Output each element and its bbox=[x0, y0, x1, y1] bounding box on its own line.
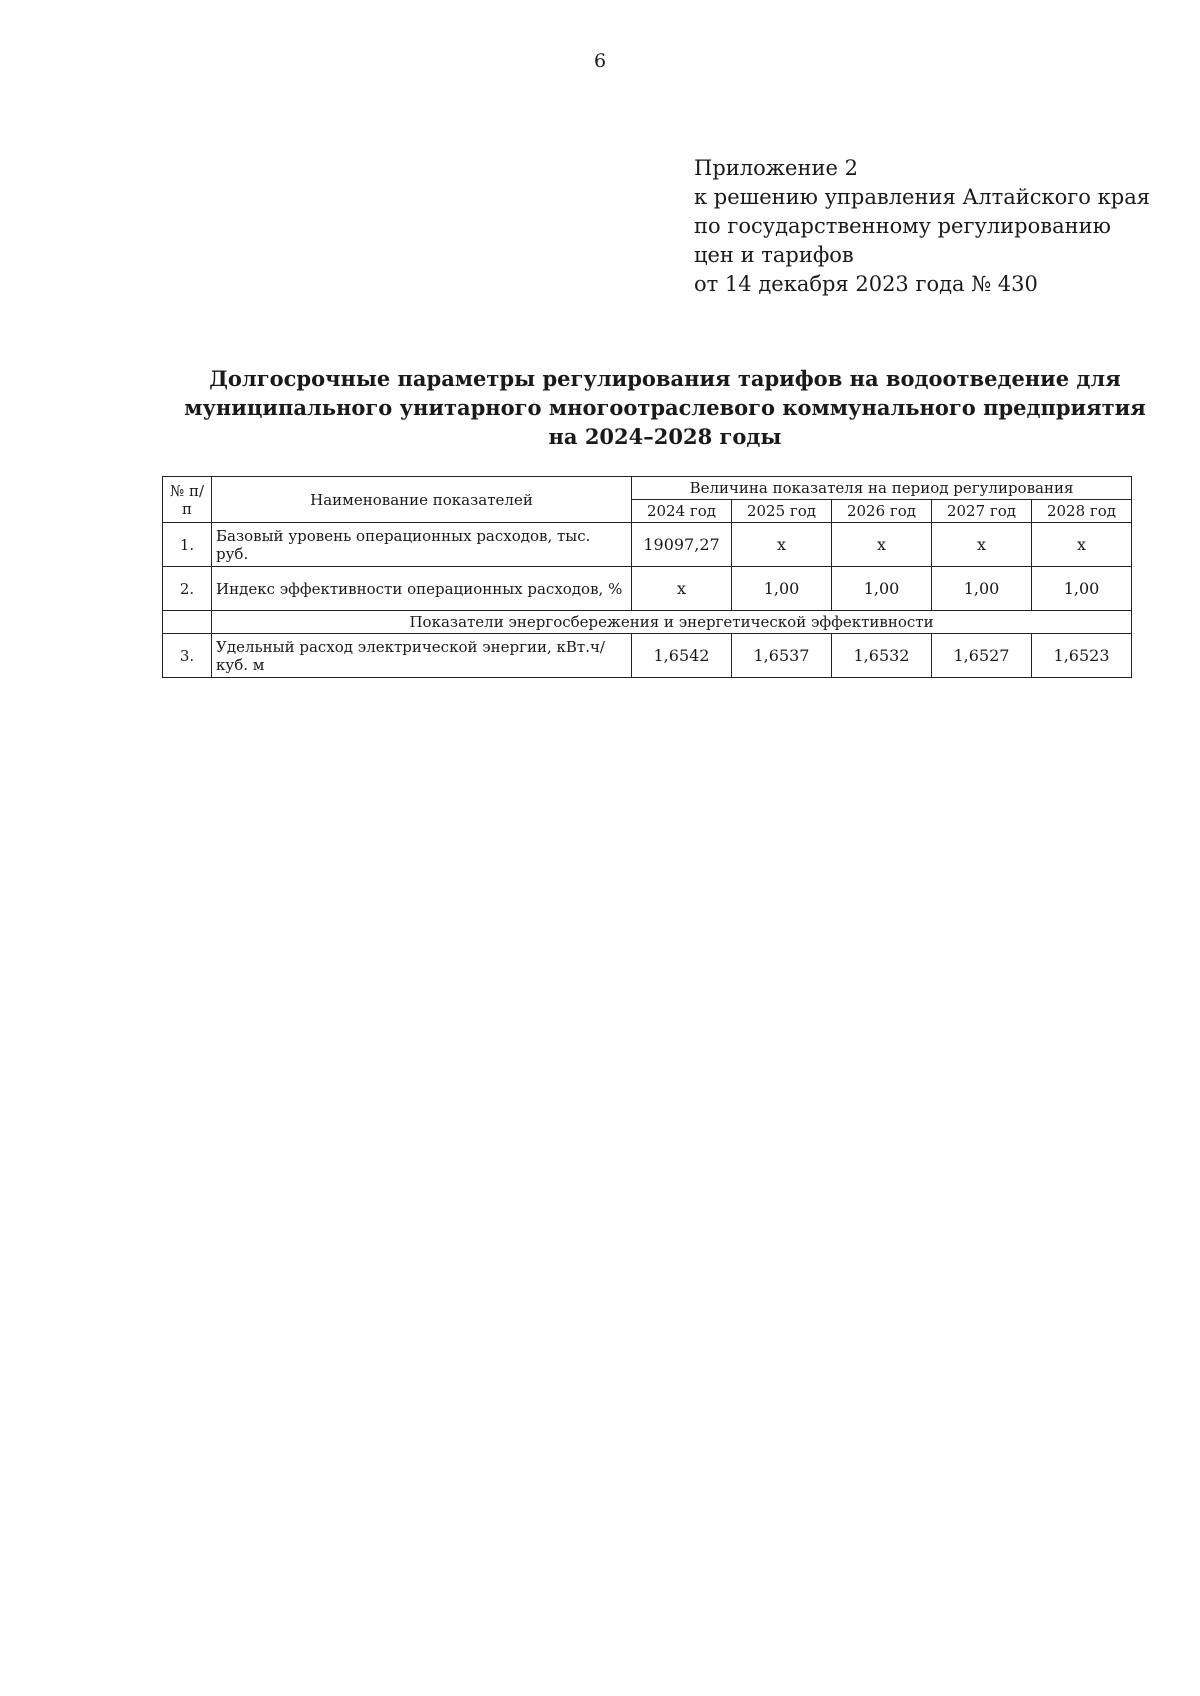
header-year: 2027 год bbox=[932, 500, 1032, 523]
section-spacer bbox=[163, 611, 212, 634]
row-value: 1,00 bbox=[932, 567, 1032, 611]
section-title: Показатели энергосбережения и энергетической эффективности bbox=[212, 611, 1132, 634]
table-row bbox=[163, 523, 1132, 567]
row-name: Удельный расход электрической энергии, кВт.ч/куб. м bbox=[212, 634, 632, 678]
row-value: 1,6537 bbox=[732, 634, 832, 678]
row-value: 1,6542 bbox=[632, 634, 732, 678]
appendix-line: цен и тарифов bbox=[694, 243, 854, 267]
appendix-line: по государственному регулированию bbox=[694, 214, 1111, 238]
appendix-line: Приложение 2 bbox=[694, 156, 858, 180]
row-value: 19097,27 bbox=[632, 523, 732, 567]
header-year: 2025 год bbox=[732, 500, 832, 523]
title-line: муниципального унитарного многоотраслевого коммунального предприятия bbox=[184, 395, 1146, 420]
header-year: 2024 год bbox=[632, 500, 732, 523]
parameters-table bbox=[162, 476, 1132, 678]
document-title bbox=[150, 364, 1180, 451]
row-num: 1. bbox=[163, 523, 212, 567]
header-year: 2028 год bbox=[1032, 500, 1132, 523]
row-value: 1,6527 bbox=[932, 634, 1032, 678]
header-num: № п/п bbox=[163, 477, 212, 523]
row-value: х bbox=[932, 523, 1032, 567]
row-name: Индекс эффективности операционных расходов, % bbox=[212, 567, 632, 611]
row-name: Базовый уровень операционных расходов, тыс. руб. bbox=[212, 523, 632, 567]
row-value: 1,6532 bbox=[832, 634, 932, 678]
row-value: 1,6523 bbox=[1032, 634, 1132, 678]
row-value: х bbox=[632, 567, 732, 611]
row-value: х bbox=[832, 523, 932, 567]
title-line: на 2024–2028 годы bbox=[548, 424, 782, 449]
header-name: Наименование показателей bbox=[212, 477, 632, 523]
row-num: 3. bbox=[163, 634, 212, 678]
page-number: 6 bbox=[593, 50, 607, 72]
row-value: 1,00 bbox=[832, 567, 932, 611]
appendix-line: от 14 декабря 2023 года № 430 bbox=[694, 272, 1038, 296]
appendix-line: к решению управления Алтайского края bbox=[694, 185, 1150, 209]
row-value: 1,00 bbox=[732, 567, 832, 611]
table-header-row bbox=[163, 477, 1132, 500]
table-row bbox=[163, 567, 1132, 611]
appendix-block bbox=[694, 154, 1150, 299]
section-row bbox=[163, 611, 1132, 634]
header-period: Величина показателя на период регулирования bbox=[632, 477, 1132, 500]
header-year: 2026 год bbox=[832, 500, 932, 523]
row-value: 1,00 bbox=[1032, 567, 1132, 611]
row-value: х bbox=[1032, 523, 1132, 567]
row-num: 2. bbox=[163, 567, 212, 611]
row-value: х bbox=[732, 523, 832, 567]
title-line: Долгосрочные параметры регулирования тарифов на водоотведение для bbox=[209, 366, 1121, 391]
table-row bbox=[163, 634, 1132, 678]
